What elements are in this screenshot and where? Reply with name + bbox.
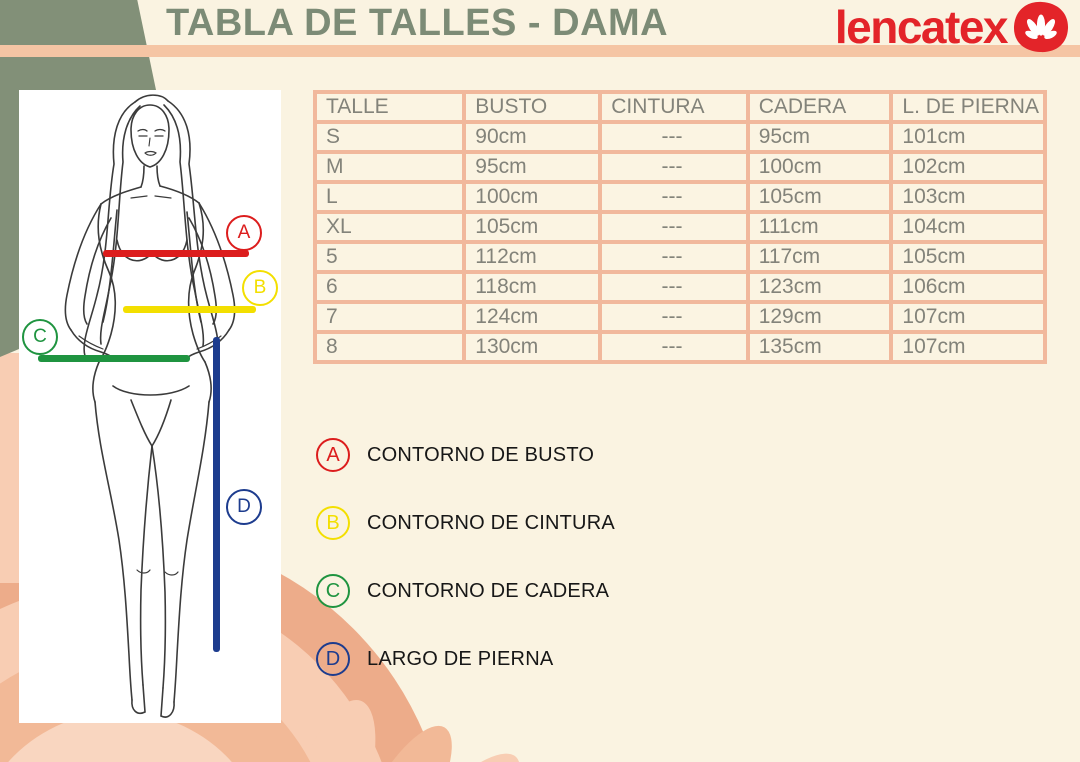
cell-busto: 100cm <box>464 182 600 212</box>
col-header-pierna: L. DE PIERNA <box>891 92 1045 122</box>
bust-measure-line <box>103 250 249 257</box>
legend-label-bust: CONTORNO DE BUSTO <box>367 444 595 466</box>
cell-busto: 112cm <box>464 242 600 272</box>
waist-marker: B <box>242 270 278 306</box>
legend-label-waist: CONTORNO DE CINTURA <box>367 512 615 534</box>
left-peach-strip <box>0 353 19 583</box>
legend-circle-b: B <box>316 506 350 540</box>
cell-pierna: 101cm <box>891 122 1045 152</box>
legend-label-leg: LARGO DE PIERNA <box>367 648 554 670</box>
cell-cadera: 135cm <box>748 332 892 362</box>
leg-measure-line <box>213 337 220 652</box>
cell-cadera: 111cm <box>748 212 892 242</box>
cell-talle: M <box>315 152 464 182</box>
brand-flower-icon <box>1012 1 1070 53</box>
table-row <box>315 272 1045 302</box>
col-header-talle: TALLE <box>315 92 464 122</box>
col-header-cintura: CINTURA <box>600 92 747 122</box>
col-header-cadera: CADERA <box>748 92 892 122</box>
cell-pierna: 107cm <box>891 332 1045 362</box>
hip-marker: C <box>22 319 58 355</box>
cell-cadera: 95cm <box>748 122 892 152</box>
table-row <box>315 182 1045 212</box>
legend-item-hip <box>316 574 615 608</box>
legend-circle-c: C <box>316 574 350 608</box>
legend-item-bust <box>316 438 615 472</box>
cell-talle: 5 <box>315 242 464 272</box>
cell-talle: S <box>315 122 464 152</box>
cell-cintura: --- <box>600 212 747 242</box>
cell-cintura: --- <box>600 242 747 272</box>
leg-marker: D <box>226 489 262 525</box>
cell-cadera: 123cm <box>748 272 892 302</box>
legend-circle-a: A <box>316 438 350 472</box>
cell-talle: XL <box>315 212 464 242</box>
table-row <box>315 212 1045 242</box>
cell-pierna: 104cm <box>891 212 1045 242</box>
table-row <box>315 122 1045 152</box>
cell-talle: L <box>315 182 464 212</box>
table-row <box>315 152 1045 182</box>
cell-cadera: 100cm <box>748 152 892 182</box>
cell-talle: 8 <box>315 332 464 362</box>
legend-item-leg <box>316 642 615 676</box>
col-header-busto: BUSTO <box>464 92 600 122</box>
page-title: TABLA DE TALLES - DAMA <box>166 2 669 44</box>
cell-busto: 105cm <box>464 212 600 242</box>
cell-cadera: 117cm <box>748 242 892 272</box>
cell-pierna: 105cm <box>891 242 1045 272</box>
cell-busto: 95cm <box>464 152 600 182</box>
bust-marker: A <box>226 215 262 251</box>
woman-sketch <box>19 90 281 723</box>
cell-cintura: --- <box>600 122 747 152</box>
cell-busto: 118cm <box>464 272 600 302</box>
hip-measure-line <box>38 355 190 362</box>
cell-pierna: 103cm <box>891 182 1045 212</box>
cell-pierna: 102cm <box>891 152 1045 182</box>
brand-logo <box>835 0 1070 54</box>
cell-cadera: 129cm <box>748 302 892 332</box>
cell-pierna: 107cm <box>891 302 1045 332</box>
measurement-legend <box>316 438 615 676</box>
table-row <box>315 302 1045 332</box>
cell-cintura: --- <box>600 152 747 182</box>
cell-busto: 130cm <box>464 332 600 362</box>
table-header-row <box>315 92 1045 122</box>
cell-cadera: 105cm <box>748 182 892 212</box>
table-row <box>315 332 1045 362</box>
left-accent-strip <box>0 88 19 357</box>
legend-item-waist <box>316 506 615 540</box>
waist-measure-line <box>123 306 256 313</box>
cell-talle: 7 <box>315 302 464 332</box>
legend-label-hip: CONTORNO DE CADERA <box>367 580 610 602</box>
cell-cintura: --- <box>600 182 747 212</box>
table-row <box>315 242 1045 272</box>
cell-pierna: 106cm <box>891 272 1045 302</box>
cell-busto: 124cm <box>464 302 600 332</box>
legend-circle-d: D <box>316 642 350 676</box>
cell-talle: 6 <box>315 272 464 302</box>
cell-cintura: --- <box>600 302 747 332</box>
cell-cintura: --- <box>600 332 747 362</box>
size-table <box>313 90 1047 364</box>
figure-illustration-box <box>19 90 281 723</box>
cell-busto: 90cm <box>464 122 600 152</box>
cell-cintura: --- <box>600 272 747 302</box>
brand-logo-text: lencatex <box>834 1 1007 53</box>
